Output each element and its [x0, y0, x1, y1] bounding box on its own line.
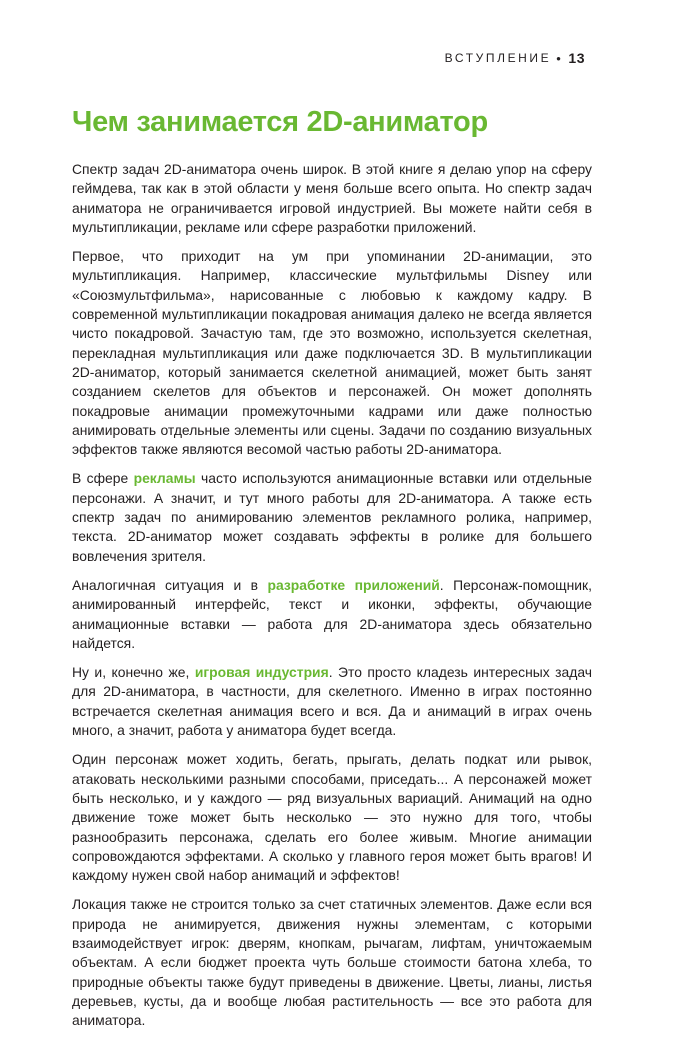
paragraph-6: Один персонаж может ходить, бегать, прыгать, делать подкат или рывок, атаковать несколькими разными способами, приседать... А персонажей может быть несколько, и у каждого — ряд визуальных вариаций. Анимаций на одно движение тоже может быть несколько — это нужно для того, чтобы разнообразить персонажа, сделать его более живым. Многие анимации сопровождаются эффектами. А сколько у главного героя может быть врагов! И каждому нужен свой набор анимаций и эффектов!: [72, 751, 592, 884]
highlight-advertising: рекламы: [133, 470, 196, 487]
highlight-game-industry: игровая индустрия: [194, 664, 329, 681]
paragraph-1: Спектр задач 2D-аниматора очень широк. В этой книге я делаю упор на сферу геймдева, так как в этой области у меня больше всего опыта. Но спектр задач аниматора не ограничивается игровой индустрией. Вы можете найти себя в мультипликации, рекламе или сфере разработки приложений.: [72, 161, 592, 235]
page-number: 13: [568, 50, 585, 66]
chapter-title: Чем занимается 2D-аниматор: [72, 106, 488, 138]
header-separator: •: [556, 50, 564, 66]
running-header: [445, 50, 585, 66]
paragraph-2: Первое, что приходит на ум при упоминании 2D-анимации, это мультипликация. Например, классические мультфильмы Disney или «Союзмультфильма», нарисованные с любовью к каждому кадру. В современной мультипликации покадровая анимация далеко не всегда является чисто покадровой. Зачастую там, где это возможно, используется скелетная, перекладная мультипликация или даже подключается 3D. В мультипликации 2D-аниматор, который занимается скелетной анимацией, может быть занят созданием скелетов для объектов и персонажей. Он может дополнять покадровые анимации промежуточными кадрами или даже полностью анимировать отдельные элементы или сцены. Задачи по созданию визуальных эффектов также являются весомой частью работы 2D-аниматора.: [72, 248, 592, 458]
paragraph-7: Локация также не строится только за счет статичных элементов. Даже если вся природа не анимируется, движения нужны элементам, с которыми взаимодействует игрок: дверям, кнопкам, рычагам, лифтам, уничтожаемым объектам. А если бюджет проекта чуть больше стоимости батона хлеба, то природные объекты также будут приведены в движение. Цветы, лианы, листья деревьев, кусты, да и вообще любая растительность — все это работа для аниматора.: [72, 896, 592, 1029]
paragraph-4: Аналогичная ситуация и в разработке приложений. Персонаж-помощник, анимированный интерфейс, текст и иконки, эффекты, обучающие анимационные вставки — работа для 2D-аниматора здесь обязательно найдется.: [72, 576, 592, 651]
section-name: ВСТУПЛЕНИЕ: [444, 51, 552, 65]
highlight-app-development: разработке приложений: [267, 576, 440, 593]
paragraph-5: Ну и, конечно же, игровая индустрия. Это просто кладезь интересных задач для 2D-аниматора, в частности, для скелетного. Именно в играх постоянно встречается скелетная анимация всего и вся. Да и анимаций в играх очень много, а значит, работа у аниматора будет всегда.: [72, 664, 592, 739]
paragraph-3: В сфере рекламы часто используются анимационные вставки или отдельные персонажи. А значит, и тут много работы для 2D-аниматора. А также есть спектр задач по анимированию элементов рекламного ролика, например, текста. 2D-аниматор может создавать эффекты в ролике для большего вовлечения зрителя.: [72, 470, 592, 564]
body-text: [72, 160, 592, 1040]
